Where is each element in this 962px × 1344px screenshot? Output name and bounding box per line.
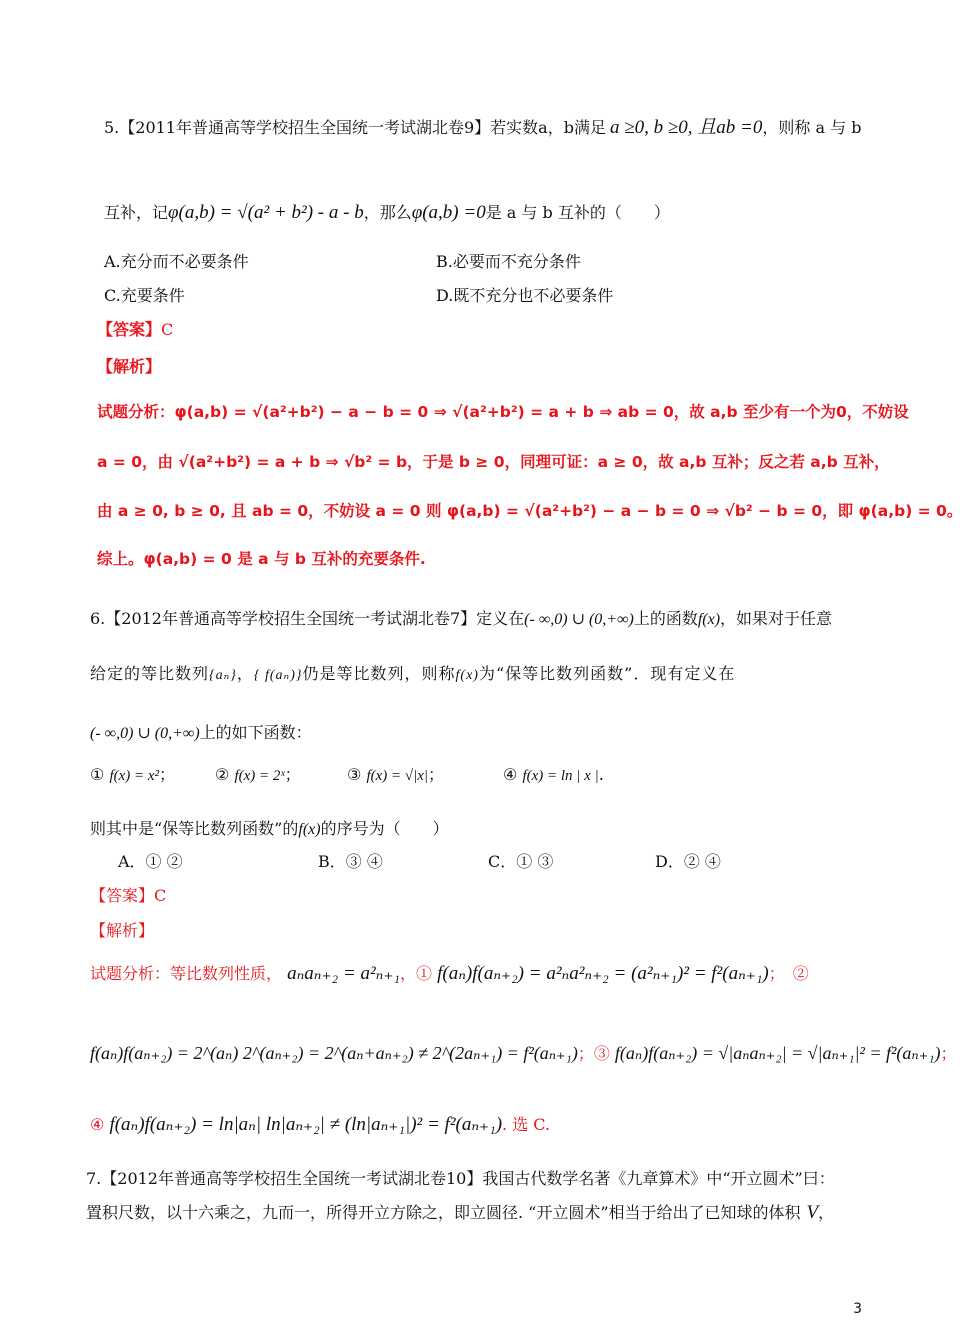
q5-answer-label: 【答案】 xyxy=(97,320,162,339)
q5-answer-value: C xyxy=(161,320,174,339)
q6-def-text: 给定的等比数列 xyxy=(90,664,210,683)
q6-question-text: 则其中是“保等比数列函数”的 xyxy=(90,819,299,838)
q6-def-text-2: 仍是等比数列，则称 xyxy=(302,664,456,683)
q6-line-1 xyxy=(90,608,832,631)
q5-question-text: 是 a 与 b 互补的（ ） xyxy=(485,203,670,222)
q5-stem-tail: ，则称 a 与 b xyxy=(762,118,862,137)
q6-solution-line-2 xyxy=(90,1042,957,1065)
q6-line-3 xyxy=(90,722,312,745)
q5-solution-line-3: 由 a ≥ 0, b ≥ 0, 且 ab = 0，不妨设 a = 0 则 φ(a,b) = √(a²+b²) − a − b = 0 ⇒ √b² − b = 0，即 φ(a,b) = 0。 xyxy=(97,502,962,520)
q5-solution-line-4: 综上。φ(a,b) = 0 是 a 与 b 互补的充要条件. xyxy=(97,550,426,568)
q5-solution-line-1: 试题分析：φ(a,b) = √(a²+b²) − a − b = 0 ⇒ √(a²+b²) = a + b ⇒ ab = 0，故 a,b 至少有一个为0，不妨设 xyxy=(97,403,909,421)
q6-sequence-an: {aₙ} xyxy=(209,668,237,683)
q6-option-d: D．② ④ xyxy=(655,852,721,871)
q6-sol1-property: aₙaₙ₊₂ = a²ₙ₊₁ xyxy=(287,963,400,984)
q6-fn4-number: ④ xyxy=(503,765,518,784)
q6-sol1-c1: ，① xyxy=(400,964,433,983)
q6-question-fx: f(x) xyxy=(298,821,321,838)
q6-stem-text: 6.【2012年普通高等学校招生全国统一考试湖北卷7】定义在 xyxy=(90,609,525,628)
q6-fn2-sep: ； xyxy=(284,765,301,784)
q5-condition-math: a ≥0, b ≥0, 且ab =0 xyxy=(609,117,763,138)
q6-stem-tail: 上的函数 xyxy=(633,609,698,628)
q6-line-3-text: 上的如下函数： xyxy=(199,723,312,742)
q6-question-end: 的序号为（ ） xyxy=(320,819,449,838)
q5-def-text: 互补，记 xyxy=(104,203,169,222)
q5-stem-text: 5.【2011年普通高等学校招生全国统一考试湖北卷9】若实数a，b满足 xyxy=(104,118,606,137)
page-number: 3 xyxy=(853,1301,862,1317)
q5-def-text-2: ，那么 xyxy=(363,203,412,222)
q6-sol3-case4: f(aₙ)f(aₙ₊₂) = ln|aₙ| ln|aₙ₊₂| ≠ (ln|aₙ₊₁|)² = f²(aₙ₊₁) xyxy=(109,1114,503,1135)
q5-phi-zero: φ(a,b) =0 xyxy=(411,202,486,223)
q5-phi-definition: φ(a,b) = √(a² + b²) - a - b xyxy=(168,202,364,223)
q7-volume-v: V xyxy=(806,1202,819,1223)
q6-def-sep: ， xyxy=(236,664,254,683)
q6-sequence-fan: { f(aₙ)} xyxy=(253,668,303,683)
q6-sol2-c2: ； xyxy=(940,1044,957,1063)
q6-solution-line-3 xyxy=(90,1114,550,1136)
q6-question xyxy=(90,818,449,841)
q6-fn1-formula: f(x) = x² xyxy=(109,768,160,784)
q6-function-2 xyxy=(215,764,301,787)
q5-line-2 xyxy=(104,202,670,224)
q7-line-2-end: ， xyxy=(818,1203,835,1222)
q6-answer-value: C xyxy=(154,886,167,905)
q6-fn4-formula: f(x) = ln | x | xyxy=(522,768,599,784)
q6-fn2-number: ② xyxy=(215,765,230,784)
q6-fn1-sep: ； xyxy=(159,765,176,784)
q5-option-b: B.必要而不充分条件 xyxy=(436,252,581,271)
q6-sol2-c1: ；③ xyxy=(577,1044,610,1063)
q6-fn3-number: ③ xyxy=(347,765,362,784)
q6-sol3-number: ④ xyxy=(90,1115,105,1134)
q6-sol2-case2: f(aₙ)f(aₙ₊₂) = 2^(aₙ) 2^(aₙ₊₂) = 2^(aₙ+aₙ₊₂) ≠ 2^(2aₙ₊₁) = f²(aₙ₊₁) xyxy=(90,1043,578,1063)
q6-function-1 xyxy=(90,764,175,787)
q7-line-1: 7.【2012年普通高等学校招生全国统一考试湖北卷10】我国古代数学名著《九章算术》中“开立圆术”曰： xyxy=(86,1169,835,1188)
q6-fn4-sep: . xyxy=(598,765,604,784)
q6-fn2-formula: f(x) = 2ˣ xyxy=(234,768,285,784)
q6-sol1-text: 试题分析：等比数列性质， xyxy=(90,964,283,983)
q5-option-c: C.充要条件 xyxy=(104,286,185,305)
q6-fn1-number: ① xyxy=(90,765,105,784)
q6-analysis-label: 【解析】 xyxy=(90,921,155,940)
q6-option-b: B．③ ④ xyxy=(318,852,383,871)
q7-line-2 xyxy=(86,1202,834,1224)
q6-sol1-c2: ； ② xyxy=(768,964,809,983)
q6-domain-math: (- ∞,0) ∪ (0,+∞) xyxy=(524,611,634,628)
q6-sol2-case3: f(aₙ)f(aₙ₊₂) = √|aₙaₙ₊₂| = √|aₙ₊₁|² = f²(aₙ₊₁) xyxy=(614,1043,941,1063)
q6-fx-2: f(x) xyxy=(455,668,479,683)
q6-function-3 xyxy=(347,764,444,787)
q5-answer xyxy=(97,319,173,341)
q6-fn3-sep: ； xyxy=(428,765,445,784)
q6-def-text-3: 为“保等比数列函数”．现有定义在 xyxy=(478,664,736,683)
q6-option-c: C．① ③ xyxy=(488,852,554,871)
q6-solution-line-1 xyxy=(90,963,809,985)
q6-function-4 xyxy=(503,764,604,787)
q6-fx: f(x) xyxy=(697,611,721,628)
q6-sol3-end: . 选 C. xyxy=(502,1115,551,1134)
q6-option-a: A．① ② xyxy=(118,852,183,871)
q5-line-1 xyxy=(104,117,861,139)
q5-option-a: A.充分而不必要条件 xyxy=(104,252,249,271)
q5-solution-line-2: a = 0，由 √(a²+b²) = a + b ⇒ √b² = b，于是 b ≥ 0，同理可证：a ≥ 0，故 a,b 互补；反之若 a,b 互补， xyxy=(97,453,890,471)
q6-answer xyxy=(90,885,166,907)
q6-line-2 xyxy=(90,663,735,687)
q5-analysis-label: 【解析】 xyxy=(97,357,162,376)
q6-sol1-case1: f(aₙ)f(aₙ₊₂) = a²ₙa²ₙ₊₂ = (a²ₙ₊₁)² = f²(aₙ₊₁) xyxy=(437,963,769,984)
q6-fn3-formula: f(x) = √|x| xyxy=(366,768,429,784)
q6-domain-math-2: (- ∞,0) ∪ (0,+∞) xyxy=(90,725,200,742)
q6-answer-label: 【答案】 xyxy=(90,886,155,905)
q6-stem-end: ，如果对于任意 xyxy=(720,609,833,628)
q5-option-d: D.既不充分也不必要条件 xyxy=(436,286,614,305)
q7-line-2-text: 置积尺数，以十六乘之，九而一，所得开立方除之，即立圆径. “开立圆术”相当于给出了已知球的体积 xyxy=(86,1203,801,1222)
